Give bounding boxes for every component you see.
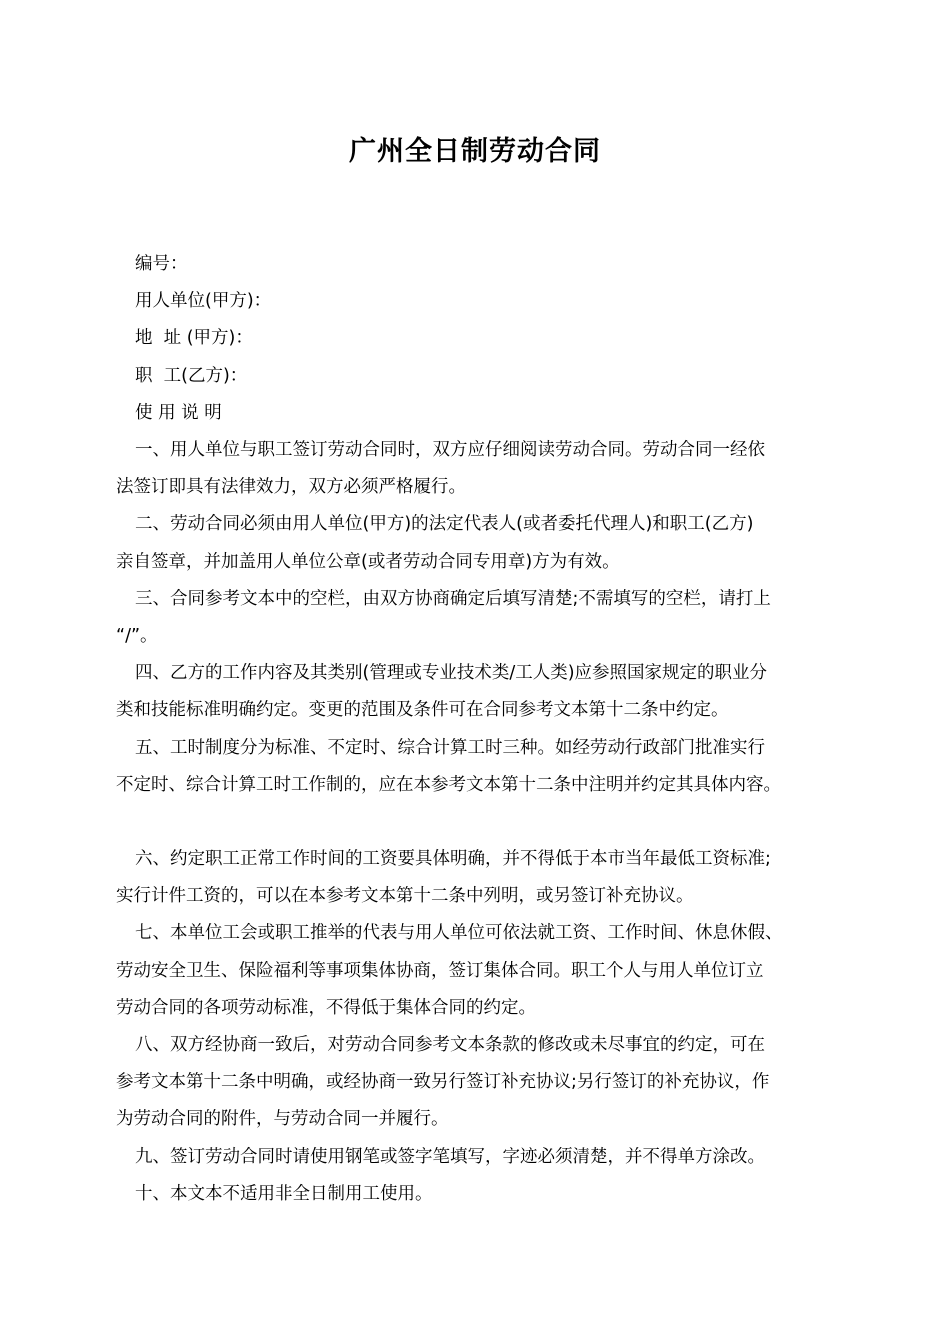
paragraph-line: 亲自签章，并加盖用人单位公章(或者劳动合同专用章)方为有效。 [116,551,620,572]
paragraph-line: 七、本单位工会或职工推举的代表与用人单位可依法就工资、工作时间、休息休假、 [135,923,783,944]
paragraph-line: 法签订即具有法律效力，双方必须严格履行。 [116,477,466,498]
paragraph-line: 劳动安全卫生、保险福利等事项集体协商，签订集体合同。职工个人与用人单位订立 [116,960,764,981]
instruction-paragraph-4 [116,655,856,729]
paragraph-line: 为劳动合同的附件，与劳动合同一并履行。 [116,1109,449,1130]
instruction-paragraph-10 [116,1176,856,1213]
paragraph-line: 五、工时制度分为标准、不定时、综合计算工时三种。如经劳动行政部门批准实行 [135,737,765,758]
paragraph-line: “/”。 [116,626,158,647]
employer-label: 用人单位(甲方)： [135,291,272,312]
contract-number-label: 编号： [135,254,188,274]
paragraph-line: 劳动合同的各项劳动标准，不得低于集体合同的约定。 [116,997,536,1018]
paragraph-line: 参考文本第十二条中明确，或经协商一致另行签订补充协议;另行签订的补充协议，作 [116,1072,770,1093]
paragraph-line: 十、本文本不适用非全日制用工使用。 [135,1183,433,1204]
document-body [116,246,856,1213]
instructions-heading: 使 用 说 明 [135,402,222,423]
instruction-paragraph-3 [116,581,856,655]
instruction-paragraph-2 [116,506,856,580]
instruction-paragraph-6 [116,841,856,915]
paragraph-line: 一、用人单位与职工签订劳动合同时，双方应仔细阅读劳动合同。劳动合同一经依 [135,440,765,461]
paragraph-line: 类和技能标准明确约定。变更的范围及条件可在合同参考文本第十二条中约定。 [116,700,729,721]
paragraph-line: 九、签订劳动合同时请使用钢笔或签字笔填写，字迹必须清楚，并不得单方涂改。 [135,1146,765,1167]
paragraph-spacer [116,804,856,841]
paragraph-line: 二、劳动合同必须由用人单位(甲方)的法定代表人(或者委托代理人)和职工(乙方) [135,514,754,535]
instruction-paragraph-7 [116,915,856,1027]
employee-label: 职 工(乙方)： [135,365,248,386]
instruction-paragraph-8 [116,1027,856,1139]
paragraph-line: 八、双方经协商一致后，对劳动合同参考文本条款的修改或未尽事宜的约定，可在 [135,1035,765,1056]
instruction-paragraph-1 [116,432,856,506]
paragraph-line: 三、合同参考文本中的空栏，由双方协商确定后填写清楚;不需填写的空栏，请打上 [135,588,771,609]
paragraph-line: 六、约定职工正常工作时间的工资要具体明确，并不得低于本市当年最低工资标准; [135,849,771,870]
employer-address-label: 地 址 (甲方)： [135,328,253,349]
instruction-paragraph-9 [116,1139,856,1176]
instruction-paragraph-5 [116,730,856,804]
paragraph-line: 不定时、综合计算工时工作制的，应在本参考文本第十二条中注明并约定其具体内容。 [116,774,781,795]
document-title: 广州全日制劳动合同 [349,136,601,167]
paragraph-line: 实行计件工资的，可以在本参考文本第十二条中列明，或另签订补充协议。 [116,886,694,907]
paragraph-line: 四、乙方的工作内容及其类别(管理或专业技术类/工人类)应参照国家规定的职业分 [135,663,768,684]
